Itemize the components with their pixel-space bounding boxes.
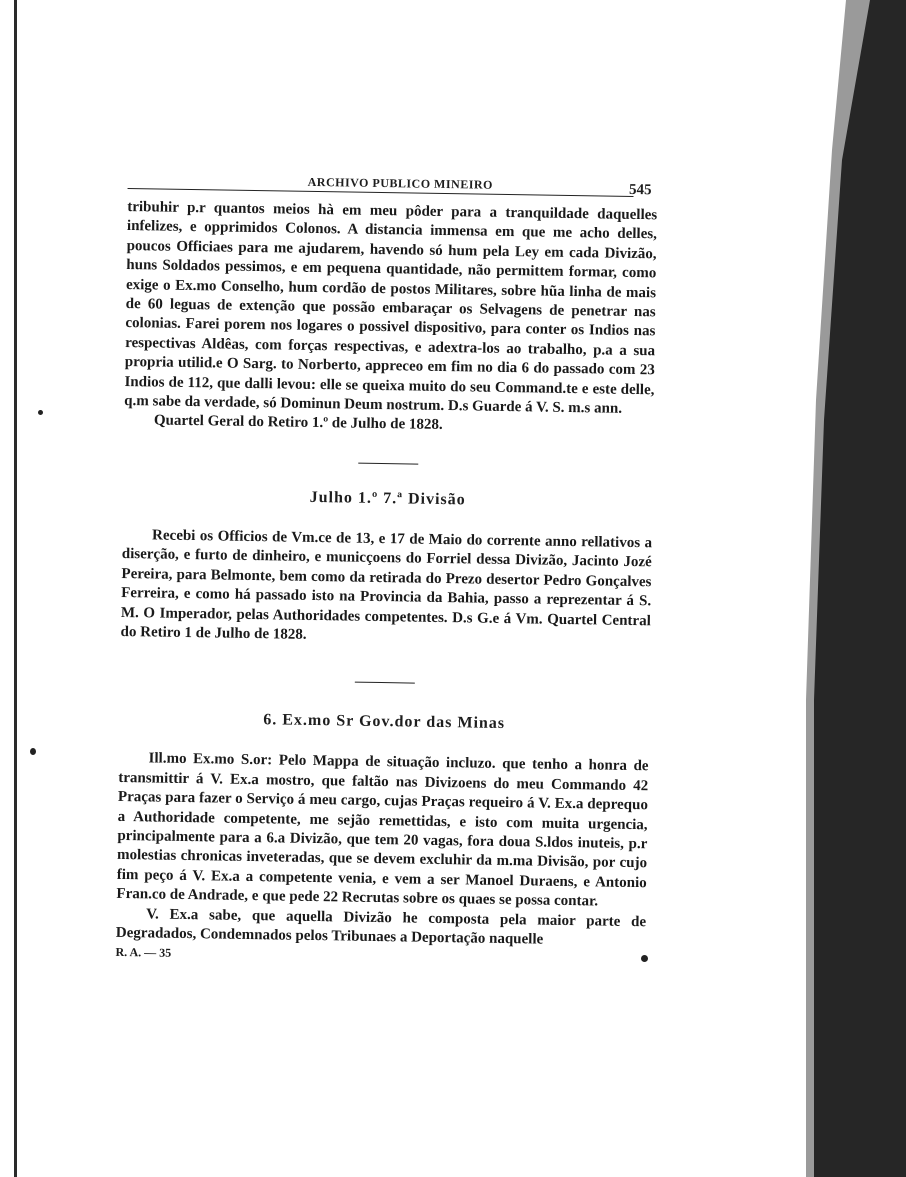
section-heading: Julho 1.º 7.ª Divisão: [309, 488, 466, 509]
document-page: [115, 160, 658, 971]
page-number: 545: [628, 181, 652, 199]
paragraph: Recebi os Officios de Vm.ce de 13, e 17 de Maio do corrente anno rellativos a diserção, e furto de dinheiro, e municçoens do Forriel dessa Divizão, Jacinto Jozé Pereira, para Belmonte, bem como da retirada do Prezo desertor Pedro Gonçalves Ferreira, e como há passado isto na Provincia da Bahia, passo a reprezentar á S. M. O Imperador, pelas Authoridades competentes. D.s G.e á Vm. Quartel Central do Retiro 1 de Julho de 1828.: [120, 527, 653, 643]
letter-governor: [115, 749, 648, 971]
section-divider: [355, 682, 415, 684]
paragraph: V. Ex.a sabe, que aquella Divizão he composta pela maior parte de Degradados, Condemnados pelos Tribunaes a Deportação naquelle: [115, 905, 647, 948]
letter-julho: [120, 526, 652, 651]
margin-dot: [30, 748, 36, 755]
closing-line: Quartel Geral do Retiro 1.º de Julho de 1828.: [153, 412, 443, 434]
section-divider: [358, 463, 418, 465]
running-title: ARCHIVO PUBLICO MINEIRO: [307, 174, 494, 192]
letter-continuation: [124, 198, 658, 439]
paragraph: Ill.mo Ex.mo S.or: Pelo Mappa de situação incluzo. que tenho a honra de transmittir á V. Ex.a mostro, que faltão nas Divizoens do meu Commando 42 Praças para fazer o Serviço á meu cargo, cujas Praças requeiro á V. Ex.a deprequo a Authoridade competente, me sejão remettidas, e isto com muita urgencia, principalmente para a 6.a Divizão, que tem 20 vagas, fora doua S.ldos inuteis, p.r molestias chronicas inveteradas, que se devem excluhir da m.ma Divisão, por cujo fim peço á V. Ex.a a competente venia, e vem a ser Manoel Duraens, e Antonio Fran.co de Andrade, e que pede 22 Recrutas sobre os quaes se possa contar.: [116, 750, 649, 910]
left-margin-line: [14, 0, 17, 1177]
paragraph: tribuhir p.r quantos meios hà em meu pôder para a tranquildade daquelles infelizes, e opprimidos Colonos. A distancia immensa em que me acho delles, poucos Officiaes para me ajudarem, havendo só hum pela Ley em cada Divizão, huns Soldados pessimos, e em pequena quantidade, não permittem formar, como exige o Ex.mo Conselho, hum cordão de postos Militares, sobre hũa linha de mais de 60 leguas de extenção que possão embaraçar os Selvagens de penetrar nas colonias. Farei porem nos logares o possivel dispositivo, para conter os Indios nas respectivas Aldêas, com forças respectivas, e adextra-los ao trabalho, p.a a sua propria utilid.e O Sarg. to Norberto, appreceo em fim no dia 6 do passado com 23 Indios de 112, que dalli levou: elle se queixa muito do seu Command.te e este delle, q.m sabe da verdade, só Dominun Deum nostrum. D.s Guarde á V. S. m.s ann.: [124, 198, 658, 417]
margin-dot: [38, 410, 43, 415]
running-header: [128, 160, 658, 199]
signature-mark: R. A. — 35: [115, 945, 172, 961]
section-heading: 6. Ex.mo Sr Gov.dor das Minas: [263, 711, 506, 733]
